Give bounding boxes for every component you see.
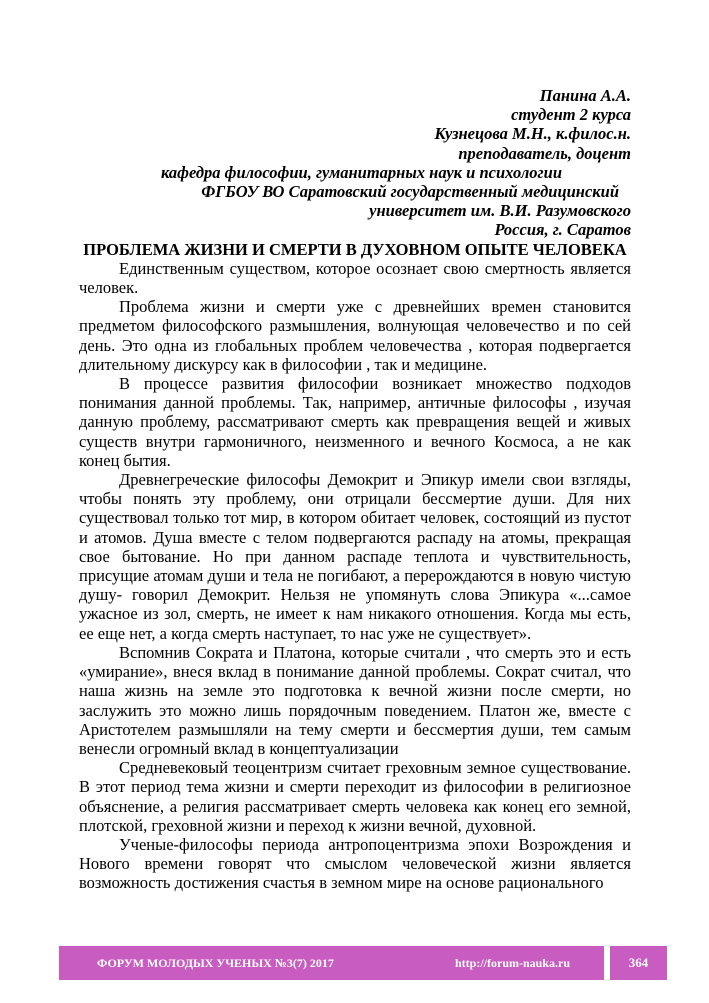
organization-line-1: ФГБОУ ВО Саратовский государственный медицинский: [201, 182, 619, 202]
paragraph: Средневековый теоцентризм считает греховным земное существование. В этот период тема жизни и смерти переходит из философии в религиозное объяснение, а религия рассматривает смерть человека как конец его земной, плотской, греховной жизни и переход к жизни вечной, духовной.: [79, 758, 631, 835]
website-link[interactable]: http://forum-nauka.ru: [455, 955, 571, 970]
page-number: 364: [610, 946, 667, 980]
author-role-1: студент 2 курса: [511, 105, 631, 125]
author-role-2: преподаватель, доцент: [458, 143, 631, 163]
article: [79, 86, 631, 893]
paragraph: Вспомнив Сократа и Платона, которые считали , что смерть это и есть «умирание», внеся вклад в понимание данной проблемы. Сократ считал, что наша жизнь на земле это подготовка к вечной жизни после смерти, но заслужить это можно лишь порядочным поведением. Платон же, вместе с Аристотелем размышляли на тему смерти и бессмертия души, тем самым венесли огромный вклад в концептуализации: [79, 642, 631, 758]
article-title: ПРОБЛЕМА ЖИЗНИ И СМЕРТИ В ДУХОВНОМ ОПЫТЕ ЧЕЛОВЕКА: [83, 239, 627, 259]
paragraph: Единственным существом, которое осознает свою смертность является человек.: [79, 258, 631, 298]
department: кафедра философии, гуманитарных наук и психологии: [160, 162, 562, 182]
footer-bar: [59, 946, 604, 980]
paragraph: Проблема жизни и смерти уже с древнейших времен становится предметом философского размышления, волнующая человечество и по сей день. Это одна из глобальных проблем человечества , которая подвергается длительному дискурсу как в философии , так и медицине.: [79, 297, 631, 374]
author-name-1: Панина А.А.: [539, 86, 631, 105]
page-footer: [59, 946, 667, 980]
paragraph: В процессе развития философии возникает множество подходов понимания данной проблемы. Так, например, античные философы , изучая данную проблему, рассматривают смерть как превращения вещей и живых существ внутри гармоничного, неизменного и вечного Космоса, а не как конец бытия.: [79, 374, 631, 470]
paragraph: Ученые-философы периода антропоцентризма эпохи Возрождения и Нового времени говорят что смыслом человеческой жизни является возможность достижения счастья в земном мире на основе рационального: [79, 834, 631, 893]
journal-name: ФОРУМ МОЛОДЫХ УЧЕНЫХ №3(7) 2017: [97, 955, 334, 970]
city: Россия, г. Саратов: [494, 220, 631, 240]
article-body: [79, 259, 631, 893]
author-name-2: Кузнецова М.Н., к.филос.н.: [434, 124, 631, 144]
author-block: [79, 86, 631, 240]
organization-line-2: университет им. В.И. Разумовского: [369, 201, 631, 221]
paragraph: Древнегреческие философы Демокрит и Эпикур имели свои взгляды, чтобы понять эту проблему, они отрицали бессмертие души. Для них существовал только тот мир, в котором обитает человек, состоящий из пустот и атомов. Душа вместе с телом подвергаются распаду на атомы, прекращая свое бытование. Но при данном распаде теплота и чувствительность, присущие атомам души и тела не погибают, а перерождаются в новую чистую душу- говорил Демокрит. Нельзя не упомянуть слова Эпикура «...самое ужасное из зол, смерть, не имеет к нам никакого отношения. Когда мы есть, ее еще нет, а когда смерть наступает, то нас уже не существует».: [79, 470, 631, 643]
